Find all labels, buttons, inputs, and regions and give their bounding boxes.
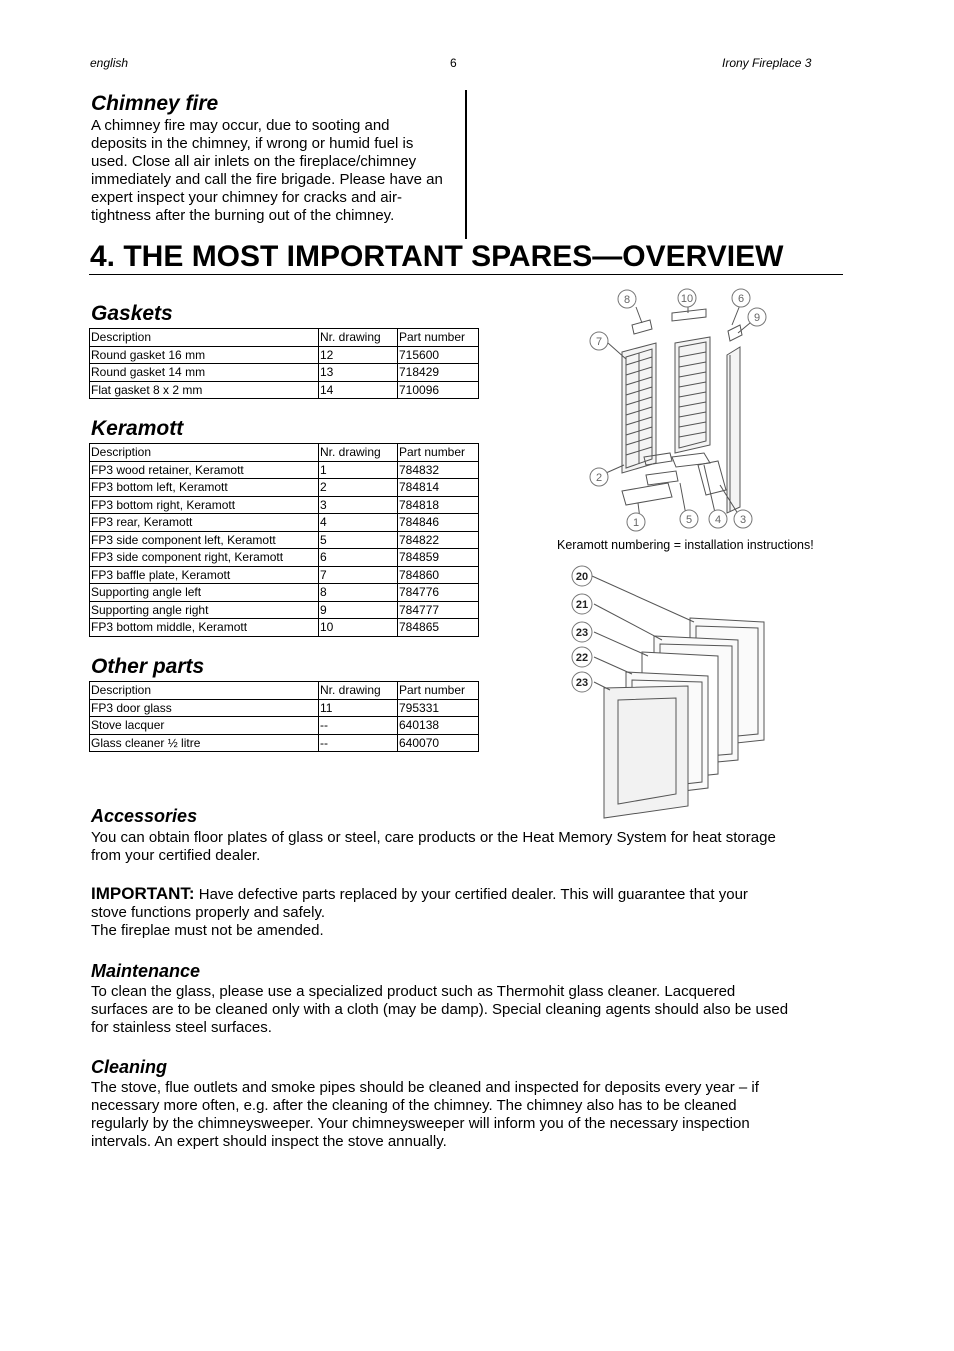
text-line: from your certified dealer.	[91, 847, 261, 864]
door-exploded-diagram	[566, 562, 776, 824]
important-line	[91, 885, 851, 904]
text-line: The stove, flue outlets and smoke pipes should be cleaned and inspected for deposits every year – if	[91, 1079, 759, 1096]
cell: --	[319, 717, 398, 735]
cell: FP3 bottom middle, Keramott	[90, 619, 319, 637]
table-row	[90, 496, 479, 514]
cell: 4	[319, 514, 398, 532]
diagram-caption: Keramott numbering = installation instructions!	[557, 538, 814, 552]
cell: 784822	[398, 531, 479, 549]
text-line: necessary more often, e.g. after the cleaning of the chimney. The chimney also has to be cleaned	[91, 1097, 737, 1114]
cell: 784776	[398, 584, 479, 602]
cell: 3	[319, 496, 398, 514]
cell: 640070	[398, 734, 479, 752]
text-line: regularly by the chimneysweeper. Your chimneysweeper will inform you of the necessary inspection	[91, 1115, 750, 1132]
cell: FP3 wood retainer, Keramott	[90, 461, 319, 479]
cell: 13	[319, 364, 398, 382]
cell: FP3 rear, Keramott	[90, 514, 319, 532]
cell: 10	[319, 619, 398, 637]
table-header-row	[90, 682, 479, 700]
callout-21: 21	[575, 599, 589, 611]
cell: Stove lacquer	[90, 717, 319, 735]
text-line: To clean the glass, please use a specialized product such as Thermohit glass cleaner. Lacquered	[91, 983, 736, 1000]
table-header-row	[90, 444, 479, 462]
cleaning-text	[91, 1079, 851, 1151]
other-parts-heading: Other parts	[91, 655, 205, 678]
cell: 11	[319, 699, 398, 717]
callout-9: 9	[753, 312, 761, 324]
table-row	[90, 584, 479, 602]
other-parts-table	[89, 681, 479, 752]
section-title-rule	[89, 274, 843, 275]
gaskets-heading: Gaskets	[91, 302, 173, 325]
text-line: Have defective parts replaced by your certified dealer. This will guarantee that your	[194, 886, 748, 903]
text-line: used. Close all air inlets on the fireplace/chimney	[91, 153, 417, 170]
cell: --	[319, 734, 398, 752]
callout-5: 5	[685, 514, 693, 526]
cell: 710096	[398, 381, 479, 399]
cell: Supporting angle left	[90, 584, 319, 602]
table-row	[90, 514, 479, 532]
text-line: stove functions properly and safely.	[91, 904, 326, 921]
cell: 6	[319, 549, 398, 567]
table-row	[90, 717, 479, 735]
keramott-parts-drawing	[606, 305, 750, 519]
cell: 8	[319, 584, 398, 602]
table-row	[90, 566, 479, 584]
accessories-text	[91, 829, 851, 865]
callout-10: 10	[680, 293, 694, 305]
important-label: IMPORTANT:	[91, 884, 195, 903]
cell: 784818	[398, 496, 479, 514]
cell: 784846	[398, 514, 479, 532]
header-product: Irony Fireplace 3	[722, 56, 812, 70]
text-line: The fireplae must not be amended.	[91, 922, 324, 939]
col-nr-drawing: Nr. drawing	[319, 682, 398, 700]
cell: 784860	[398, 566, 479, 584]
col-part-number: Part number	[398, 444, 479, 462]
cell: 715600	[398, 346, 479, 364]
col-description: Description	[90, 329, 319, 347]
cell: 784832	[398, 461, 479, 479]
cell: 12	[319, 346, 398, 364]
cell: 640138	[398, 717, 479, 735]
keramott-table	[89, 443, 479, 637]
table-row	[90, 699, 479, 717]
cell: FP3 bottom left, Keramott	[90, 479, 319, 497]
text-line: for stainless steel surfaces.	[91, 1019, 272, 1036]
table-row	[90, 549, 479, 567]
callout-2: 2	[595, 472, 603, 484]
cell: 784777	[398, 601, 479, 619]
callout-4: 4	[714, 514, 722, 526]
cell: Round gasket 14 mm	[90, 364, 319, 382]
table-row	[90, 619, 479, 637]
col-description: Description	[90, 444, 319, 462]
cleaning-heading: Cleaning	[91, 1057, 168, 1077]
page-number: 6	[450, 56, 457, 70]
table-row	[90, 734, 479, 752]
cell: 784814	[398, 479, 479, 497]
cell: 718429	[398, 364, 479, 382]
callout-23b: 23	[575, 677, 589, 689]
table-header-row	[90, 329, 479, 347]
cell: FP3 side component left, Keramott	[90, 531, 319, 549]
callout-8: 8	[623, 294, 631, 306]
cell: 784859	[398, 549, 479, 567]
cell: 14	[319, 381, 398, 399]
cell: Glass cleaner ½ litre	[90, 734, 319, 752]
text-line: expert inspect your chimney for cracks and air-	[91, 189, 402, 206]
col-nr-drawing: Nr. drawing	[319, 329, 398, 347]
maintenance-text	[91, 983, 851, 1037]
table-row	[90, 461, 479, 479]
text-line: A chimney fire may occur, due to sooting and	[91, 117, 390, 134]
col-nr-drawing: Nr. drawing	[319, 444, 398, 462]
callout-3: 3	[739, 514, 747, 526]
table-row	[90, 479, 479, 497]
cell: 7	[319, 566, 398, 584]
keramott-exploded-diagram	[580, 285, 780, 535]
cell: 1	[319, 461, 398, 479]
cell: 795331	[398, 699, 479, 717]
keramott-heading: Keramott	[91, 417, 184, 440]
gaskets-table	[89, 328, 479, 399]
col-description: Description	[90, 682, 319, 700]
cell: FP3 baffle plate, Keramott	[90, 566, 319, 584]
col-part-number: Part number	[398, 329, 479, 347]
text-line: surfaces are to be cleaned only with a cloth (may be damp). Special cleaning agents should also be used	[91, 1001, 789, 1018]
text-line: tightness after the burning out of the chimney.	[91, 207, 395, 224]
table-row	[90, 601, 479, 619]
maintenance-heading: Maintenance	[91, 961, 201, 981]
callout-1: 1	[632, 517, 640, 529]
table-row	[90, 531, 479, 549]
callout-20: 20	[575, 571, 589, 583]
table-row	[90, 381, 479, 399]
cell: FP3 door glass	[90, 699, 319, 717]
table-row	[90, 364, 479, 382]
column-divider	[465, 90, 467, 239]
chimney-fire-text	[91, 117, 461, 225]
accessories-heading: Accessories	[91, 806, 198, 826]
text-line: immediately and call the fire brigade. Please have an	[91, 171, 443, 188]
header-language: english	[90, 56, 129, 70]
callout-6: 6	[737, 293, 745, 305]
cell: 2	[319, 479, 398, 497]
text-line: intervals. An expert should inspect the stove annually.	[91, 1133, 447, 1150]
cell: Flat gasket 8 x 2 mm	[90, 381, 319, 399]
text-line: deposits in the chimney, if wrong or humid fuel is	[91, 135, 414, 152]
cell: 5	[319, 531, 398, 549]
col-part-number: Part number	[398, 682, 479, 700]
cell: 9	[319, 601, 398, 619]
cell: Supporting angle right	[90, 601, 319, 619]
cell: FP3 side component right, Keramott	[90, 549, 319, 567]
cell: 784865	[398, 619, 479, 637]
text-line: You can obtain floor plates of glass or steel, care products or the Heat Memory System for heat storage	[91, 829, 776, 846]
important-notice	[91, 885, 851, 940]
callout-22: 22	[575, 652, 589, 664]
section-title: 4. THE MOST IMPORTANT SPARES—OVERVIEW	[90, 240, 784, 273]
table-row	[90, 346, 479, 364]
cell: Round gasket 16 mm	[90, 346, 319, 364]
callout-7: 7	[595, 336, 603, 348]
cell: FP3 bottom right, Keramott	[90, 496, 319, 514]
door-parts-drawing	[592, 576, 764, 818]
chimney-fire-heading: Chimney fire	[91, 92, 219, 115]
callout-23: 23	[575, 627, 589, 639]
